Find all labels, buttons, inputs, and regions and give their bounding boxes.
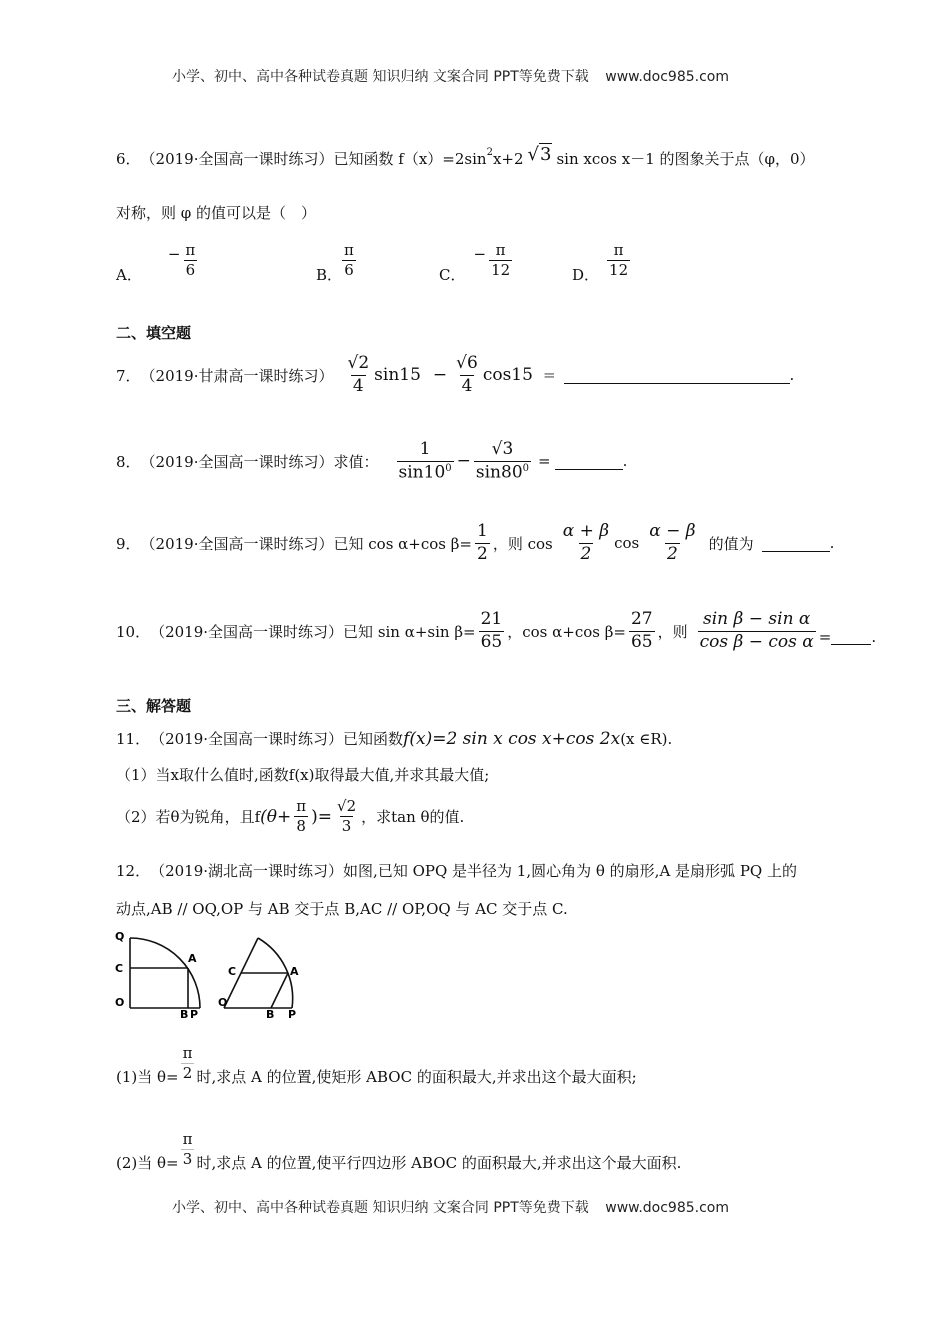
operator: =	[818, 628, 832, 647]
figure-quarter-sector	[112, 926, 204, 1018]
question-source: （2019·全国高一课时练习）	[150, 730, 344, 748]
label-q: Q	[115, 930, 125, 943]
fraction: $\frac{27}{65}$	[630, 609, 653, 652]
fraction: $\frac{1}{2}$	[477, 521, 488, 564]
footer-banner: 小学、初中、高中各种试卷真题 知识归纳 文案合同 PPT等免费下载	[172, 1200, 589, 1216]
question-11	[116, 728, 672, 749]
question-12-part-2	[116, 1126, 681, 1173]
operator: −	[432, 365, 448, 386]
label-p: P	[288, 1008, 297, 1018]
answer-blank[interactable]	[564, 367, 790, 384]
figure-sixty-degree-sector	[218, 926, 310, 1018]
question-text: 已知 sin α+sin β=	[343, 622, 476, 641]
label-c: C	[228, 965, 237, 978]
question-text: 已知 cos α+cos β=	[333, 534, 473, 553]
question-source: （2019·全国高一课时练习）	[140, 150, 334, 168]
question-text: 求值：	[333, 452, 379, 471]
header-url[interactable]: www.doc985.com	[605, 69, 729, 85]
option-sign: −	[473, 244, 487, 263]
fraction: $\frac{\pi}{8}$	[296, 797, 307, 836]
label-b: B	[266, 1008, 275, 1018]
question-text: 如图,已知 OPQ 是半径为 1,圆心角为 θ 的扇形,A 是扇形弧 PQ 上的	[343, 862, 797, 880]
formula: )=	[311, 806, 333, 827]
answer-blank[interactable]	[762, 535, 830, 552]
fraction: $\frac{√6}{4}$	[456, 353, 478, 396]
fraction: $\frac{\alpha + \beta}{2}$	[562, 521, 610, 564]
question-text: (1)当 θ=	[116, 1068, 179, 1086]
question-text: 的值为	[708, 534, 754, 553]
operator: =	[542, 366, 556, 385]
label-o: O	[115, 996, 125, 1009]
question-11-part-2	[116, 798, 464, 836]
label-o: O	[218, 996, 228, 1009]
question-12-part-1	[116, 1040, 637, 1087]
exponent: 2	[486, 147, 493, 158]
question-text: ，cos α+cos β=	[507, 622, 626, 641]
question-source: （2019·全国高一课时练习）	[140, 534, 334, 553]
question-text: x+2	[492, 149, 524, 168]
option-label: B．	[316, 266, 343, 284]
fraction: $\frac{\pi}{2}$	[182, 1043, 193, 1082]
question-9	[116, 522, 834, 564]
question-source: （2019·全国高一课时练习）	[140, 452, 334, 471]
question-text: ，则	[657, 622, 688, 641]
page-header	[172, 66, 729, 86]
question-number: 8．	[116, 452, 141, 471]
question-text: （2）若θ为锐角，且f	[116, 808, 261, 827]
question-8	[116, 440, 627, 483]
fraction: $\frac{21}{65}$	[480, 609, 503, 652]
question-number: 12．	[116, 862, 151, 880]
question-number: 9．	[116, 534, 141, 553]
question-number: 11．	[116, 730, 151, 748]
option-d[interactable]	[572, 236, 633, 285]
punctuation: .	[829, 534, 835, 553]
option-sign: −	[167, 244, 181, 263]
formula-domain: (x ∈R).	[620, 729, 673, 748]
label-b: B	[180, 1008, 189, 1018]
question-6-line2: 对称，则 φ 的值可以是（ ）	[116, 204, 317, 222]
formula: f(x)=2 sin x cos x+cos 2x	[403, 728, 621, 749]
fraction: $\frac{\alpha - \beta}{2}$	[649, 521, 696, 564]
sqrt-expression: √3	[527, 144, 552, 165]
question-source: （2019·湖北高一课时练习）	[150, 862, 344, 880]
fraction: $\frac{1}{\sin 10^0}$	[398, 439, 452, 483]
question-text: cos	[614, 534, 640, 553]
footer-url[interactable]: www.doc985.com	[605, 1200, 729, 1216]
answer-blank[interactable]	[831, 628, 871, 645]
fraction: $\frac{√3}{\sin 80^0}$	[475, 439, 530, 483]
option-fraction: $\frac{\pi}{6}$	[185, 240, 196, 279]
question-text: 时,求点 A 的位置,使平行四边形 ABOC 的面积最大,并求出这个最大面积.	[196, 1154, 682, 1172]
header-banner: 小学、初中、高中各种试卷真题 知识归纳 文案合同 PPT等免费下载	[172, 69, 589, 85]
question-text: (2)当 θ=	[116, 1154, 179, 1172]
page-footer	[172, 1197, 729, 1217]
question-text: ，求tan θ的值.	[361, 808, 465, 827]
segment-ab	[271, 973, 288, 1008]
question-text: 已知函数 f（x）=2sin	[333, 150, 487, 168]
label-c: C	[115, 962, 124, 975]
label-p: P	[190, 1008, 199, 1018]
option-label: A．	[116, 266, 142, 284]
option-a[interactable]	[116, 236, 200, 285]
operator: −	[456, 451, 471, 472]
punctuation: .	[789, 366, 795, 385]
option-fraction: $\frac{\pi}{6}$	[344, 240, 354, 279]
option-c[interactable]	[439, 236, 515, 285]
operator: =	[538, 452, 551, 471]
question-text: sin xcos x－1 的图象关于点（φ，0）	[556, 150, 815, 168]
arc-pq	[130, 938, 200, 1008]
section-title-solve: 三、解答题	[116, 697, 192, 715]
option-fraction: $\frac{\pi}{12}$	[609, 240, 629, 279]
question-number: 7．	[116, 366, 141, 385]
option-label: D．	[572, 266, 600, 284]
section-title-fill-blank: 二、填空题	[116, 324, 192, 342]
question-number: 10．	[116, 622, 151, 641]
fraction: $\frac{√2}{4}$	[347, 353, 370, 396]
label-a: A	[188, 952, 197, 965]
question-source: （2019·全国高一课时练习）	[150, 622, 344, 641]
question-number: 6．	[116, 150, 141, 168]
question-text: ，则 cos	[492, 534, 553, 553]
punctuation: .	[871, 628, 877, 647]
fraction: $\frac{\text{sin β − sin α}}{\text{cos β − cos α}}$	[699, 609, 814, 652]
question-6-line1	[116, 144, 815, 169]
question-12-line2: 动点,AB // OQ,OP 与 AB 交于点 B,AC // OP,OQ 与 AC 交于点 C.	[116, 900, 568, 918]
question-11-part-1: （1）当x取什么值时,函数f(x)取得最大值,并求其最大值;	[116, 766, 490, 784]
formula: (θ+	[260, 806, 292, 827]
label-a: A	[290, 965, 299, 978]
term: cos15	[482, 365, 533, 386]
option-fraction: $\frac{\pi}{12}$	[491, 240, 511, 279]
punctuation: .	[622, 452, 628, 471]
fraction: $\frac{\pi}{3}$	[182, 1129, 193, 1168]
question-text: 时,求点 A 的位置,使矩形 ABOC 的面积最大,并求出这个最大面积;	[196, 1068, 637, 1086]
question-text: 已知函数	[343, 730, 404, 748]
option-b[interactable]	[316, 236, 359, 285]
fraction: $\frac{√2}{3}$	[337, 797, 357, 836]
question-10	[116, 610, 876, 652]
question-12-line1	[116, 860, 797, 881]
question-source: （2019·甘肃高一课时练习）	[140, 366, 334, 385]
question-7	[116, 354, 794, 396]
sqrt-arg: 3	[540, 144, 552, 165]
term: sin15	[374, 365, 421, 386]
option-label: C．	[439, 266, 466, 284]
answer-blank[interactable]	[555, 453, 623, 470]
